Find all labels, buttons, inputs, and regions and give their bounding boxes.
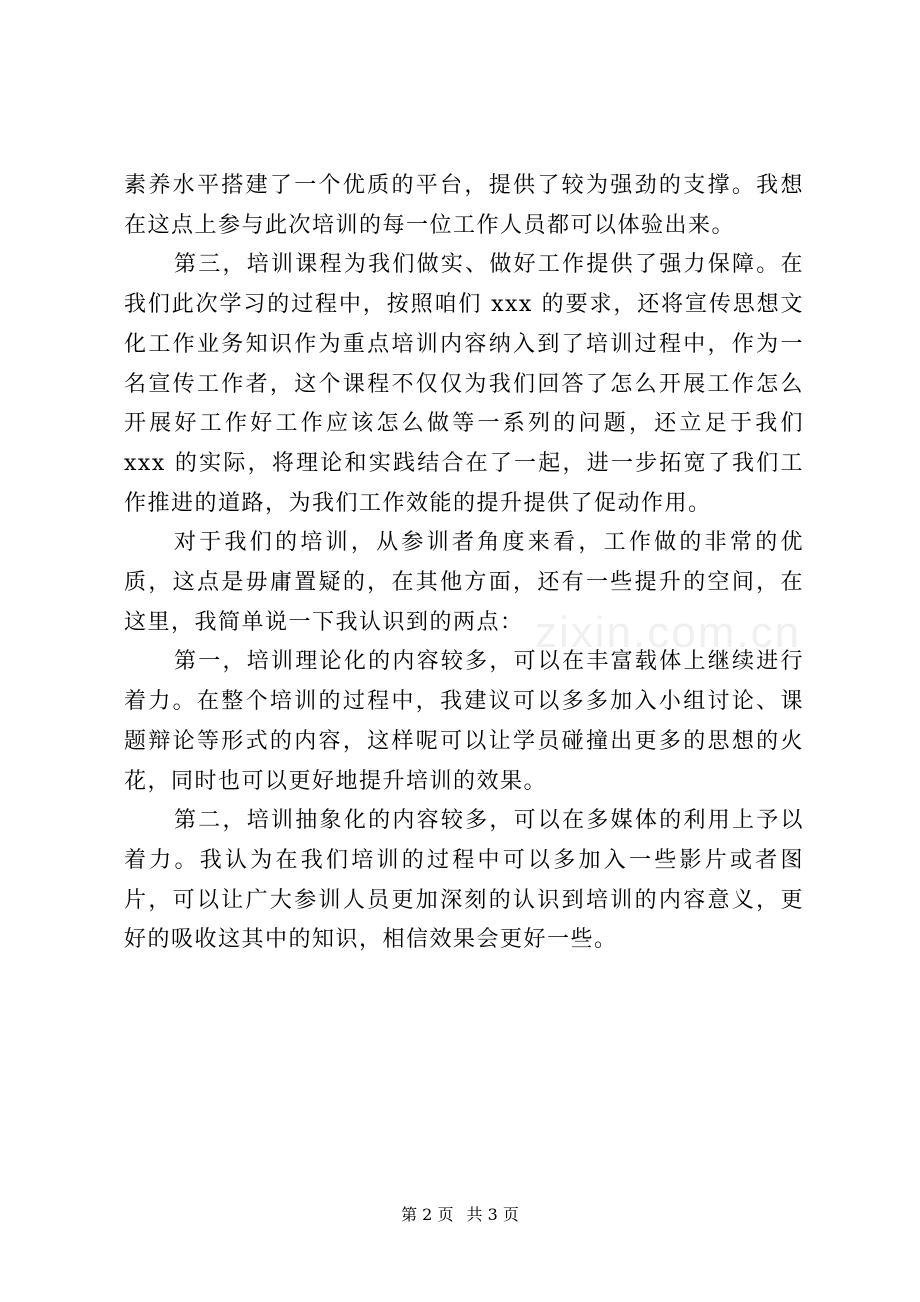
paragraph-1: 素养水平搭建了一个优质的平台，提供了较为强劲的支撑。我想在这点上参与此次培训的每一位工作人员都可以体验出来。 [124, 173, 804, 238]
page-total: 共 3 页 [466, 1205, 519, 1224]
paragraph-4: 第一，培训理论化的内容较多，可以在丰富载体上继续进行着力。在整个培训的过程中，我建议可以多多加入小组讨论、课题辩论等形式的内容，这样呢可以让学员碰撞出更多的思想的火花，同时也可以更好地提升培训的效果。 [124, 649, 804, 794]
page-footer [0, 1202, 920, 1225]
document-body [124, 166, 804, 960]
watermark: zixin.com.cn [535, 608, 802, 657]
page-number: 第 2 页 [401, 1205, 454, 1224]
paragraph-5: 第二，培训抽象化的内容较多，可以在多媒体的利用上予以着力。我认为在我们培训的过程中可以多加入一些影片或者图片，可以让广大参训人员更加深刻的认识到培训的内容意义，更好的吸收这其中的知识，相信效果会更好一些。 [124, 808, 804, 953]
paragraph-2: 第三，培训课程为我们做实、做好工作提供了强力保障。在我们此次学习的过程中，按照咱们 xxx 的要求，还将宣传思想文化工作业务知识作为重点培训内容纳入到了培训过程中，作为一名宣传工作者，这个课程不仅仅为我们回答了怎么开展工作怎么开展好工作好工作应该怎么做等一系列的问题，还立足于我们 xxx 的实际，将理论和实践结合在了一起，进一步拓宽了我们工作推进的道路，为我们工作效能的提升提供了促动作用。 [124, 252, 804, 516]
paragraph-3: 对于我们的培训，从参训者角度来看，工作做的非常的优质，这点是毋庸置疑的，在其他方面，还有一些提升的空间，在这里，我简单说一下我认识到的两点： [124, 530, 804, 635]
